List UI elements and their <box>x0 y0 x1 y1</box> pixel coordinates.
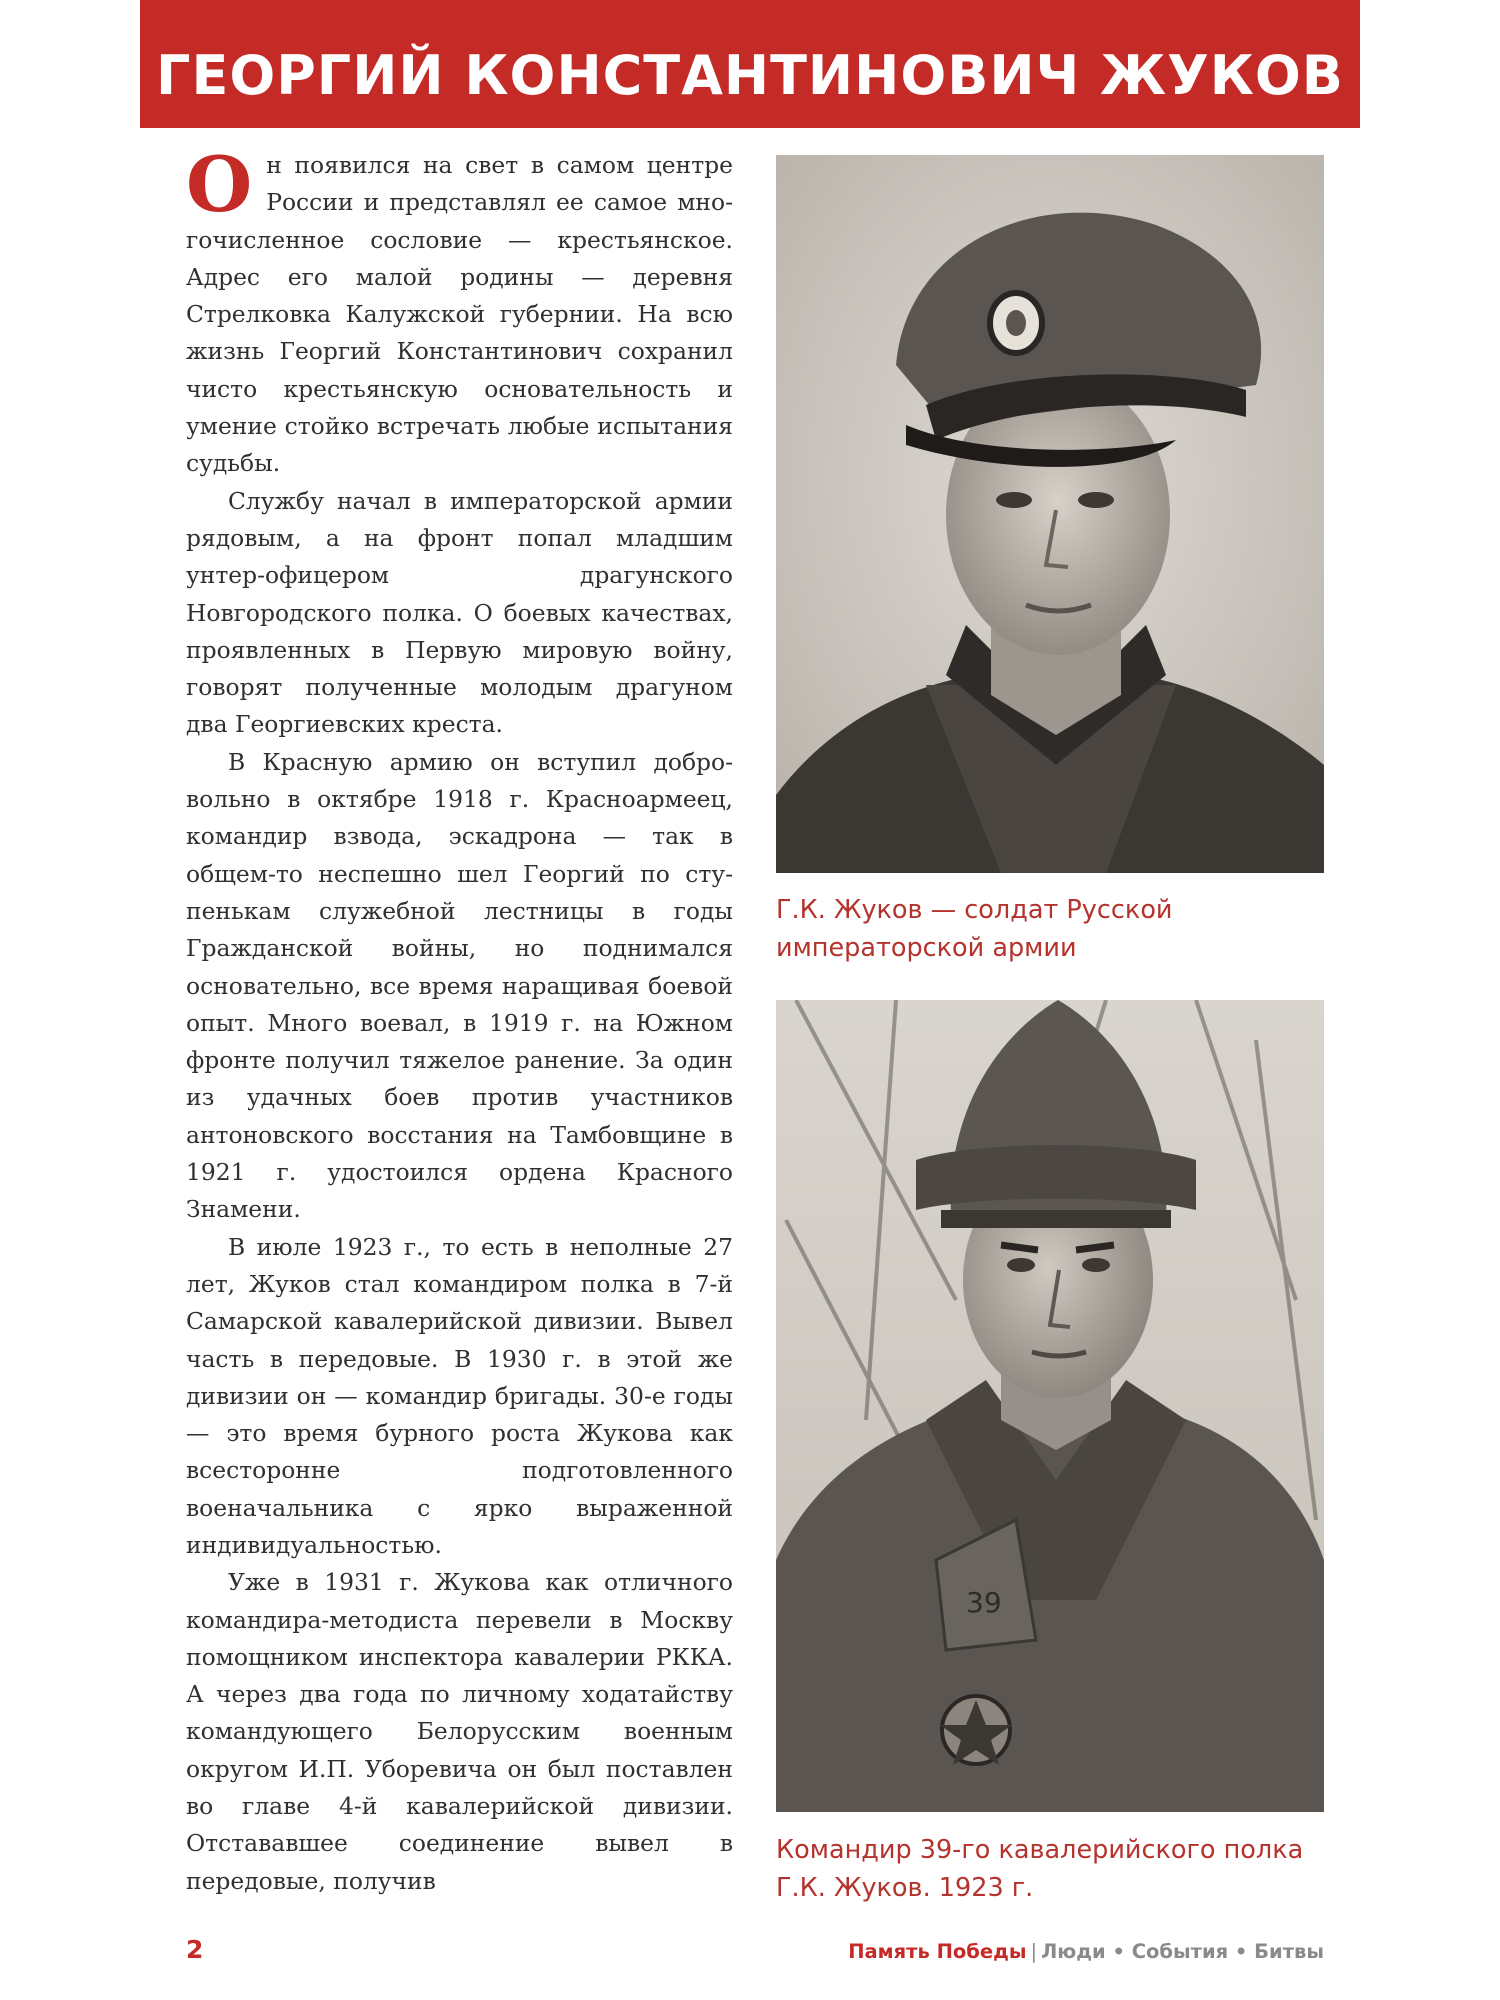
article-paragraph <box>186 140 733 483</box>
article-paragraph: В Красную армию он вступил добровольно в октябре 1918 г. Красноармеец, командир взвода, эскадрона — так в общем-то неспешно шел Георгий по ступенькам служебной лестницы в годы Гражданской войны, но поднимался основательно, все время наращивая боевой опыт. Много воевал, в 1919 г. на Южном фронте получил тяжелое ранение. За один из удачных боев против участников антоновского восстания на Тамбовщине в 1921 г. удостоился ордена Красного Знамени. <box>186 747 733 1224</box>
page-title: ГЕОРГИЙ КОНСТАНТИНОВИЧ ЖУКОВ <box>156 44 1344 107</box>
photo-caption: Командир 39-го кавалерийского полка Г.К. Жуков. 1923 г. <box>776 1835 1304 1903</box>
article-paragraph: Службу начал в императорской армии рядовым, а на фронт попал младшим унтер-офицером драгунского Новгородского полка. О боевых качествах, проявленных в Первую мировую войну, говорят полученные молодым драгуном два Георгиевских креста. <box>186 486 733 739</box>
photo-caption: Г.К. Жуков — солдат Русской императорской армии <box>776 895 1173 963</box>
title-banner <box>140 0 1360 128</box>
portrait-photo-soldier <box>776 155 1324 873</box>
footer-brand: Память Победы <box>848 1940 1027 1963</box>
footer-running-title <box>848 1940 1324 1963</box>
article-body <box>186 140 733 1900</box>
collar-number: 39 <box>966 1586 1002 1619</box>
footer-separator: | <box>1030 1940 1038 1963</box>
page-number: 2 <box>186 1935 204 1964</box>
drop-cap: О <box>186 140 253 229</box>
portrait-photo-commander <box>776 1000 1324 1812</box>
paragraph-text: н появился на свет в самом центре России и представлял ее самое многочисленное сословие — крестьянское. Адрес его малой родины — деревня Стрелковка Калужской губернии. На всю жизнь Георгий Константинович сохранил чисто крестьянскую основательность и умение стойко встречать любые испытания судьбы. <box>186 151 733 478</box>
article-paragraph: Уже в 1931 г. Жукова как отличного командира-методиста перевели в Москву помощником инспектора кавалерии РККА. А через два года по личному ходатайству командующего Белорусским военным округом И.П. Уборевича он был поставлен во главе 4-й кавалерийской дивизии. Отстававшее соединение вывел в передовые, получив <box>186 1568 733 1895</box>
article-paragraph: В июле 1923 г., то есть в неполные 27 лет, Жуков стал командиром полка в 7-й Самарской кавалерийской дивизии. Вывел часть в передовые. В 1930 г. в этой же дивизии он — командир бригады. 30-е годы — это время бурного роста Жукова как всесторонне подготовленного военачальника с ярко выраженной индивидуальностью. <box>186 1232 733 1559</box>
footer-topics: Люди • События • Битвы <box>1041 1940 1324 1963</box>
